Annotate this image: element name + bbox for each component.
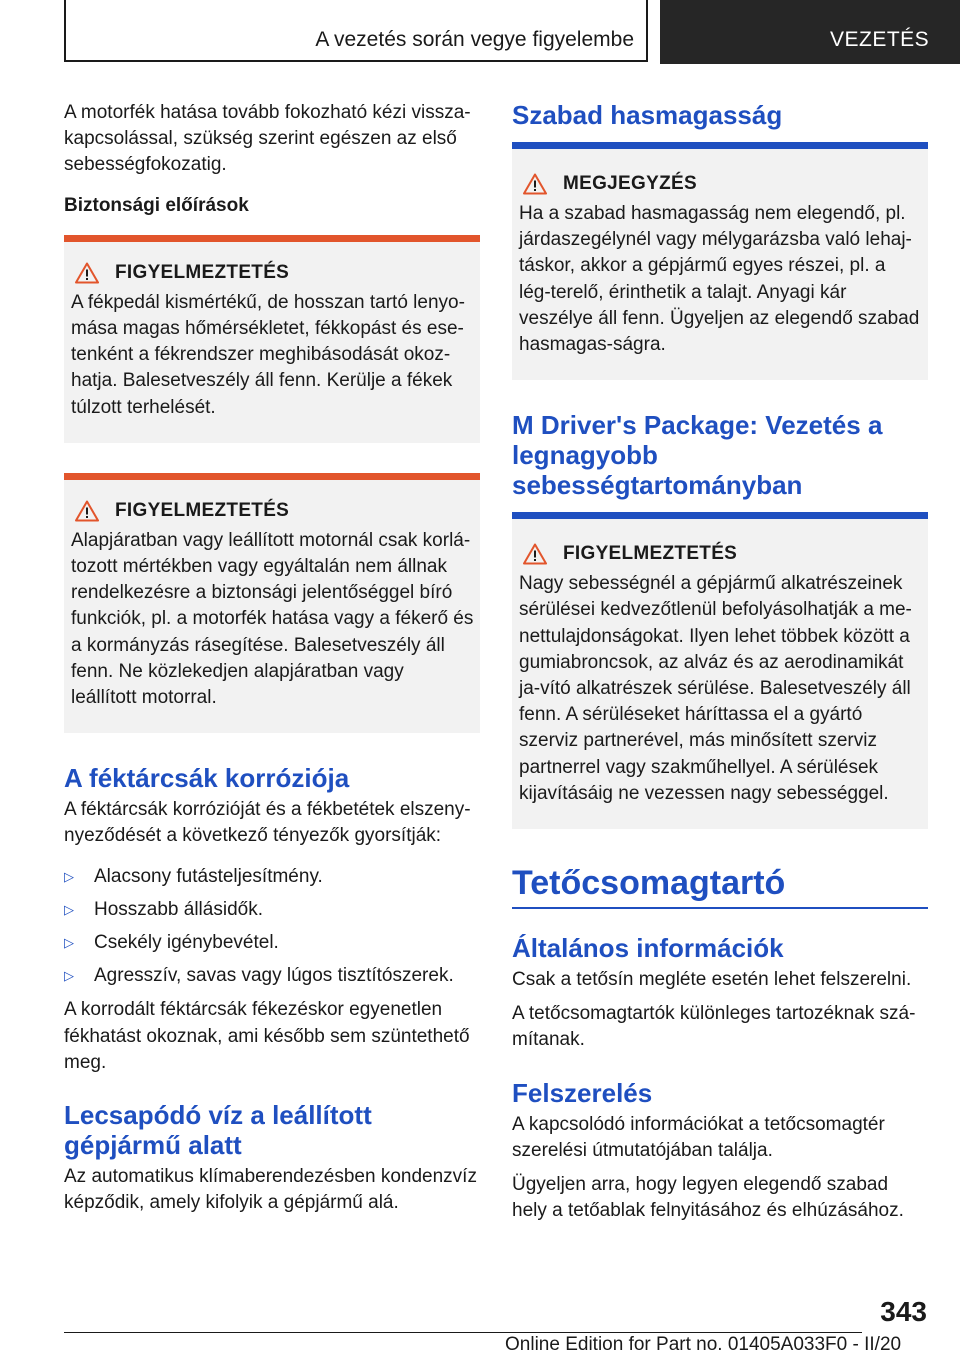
intro-paragraph: A motorfék hatása tovább fokozható kézi vissza-kapcsolással, szükség szerint egészen az első sebességfokozatig. xyxy=(64,102,471,176)
footer-divider xyxy=(64,1332,862,1333)
mdriver-heading: M Driver's Package: Vezetés a legnagyobb sebességtartományban xyxy=(512,410,928,519)
water-heading: Lecsapódó víz a leállított gépjármű alatt xyxy=(64,1100,372,1161)
warning-box-3 xyxy=(512,519,928,829)
mount-heading: Felszerelés xyxy=(512,1077,653,1108)
corrosion-after-text: A korrodált féktárcsák fékezéskor egyenetlen fékhatást okoznak, ami később sem szüntethető meg. xyxy=(64,999,470,1073)
warning-triangle-icon xyxy=(75,262,99,284)
warning-title: FIGYELMEZTETÉS xyxy=(115,261,290,283)
general-text-1: Csak a tetősín megléte esetén lehet felszerelni. xyxy=(512,969,912,991)
warning-text: A fékpedál kismértékű, de hosszan tartó lenyo-mása magas hőmérsékletet, fékkopást és ese-tenként a fékrendszer meghibásodását okoz-hatja. Balesetveszély áll fenn. Kerülje a fékek túlzott terhelését. xyxy=(71,291,465,418)
general-text-2: A tetőcsomagtartók különleges tartozéknak szá-mítanak. xyxy=(512,1003,916,1051)
safety-heading: Biztonsági előírások xyxy=(64,194,249,216)
corrosion-text: A féktárcsák korrózióját és a fékbetétek elszeny-nyeződését a következő tényezők gyorsítják: xyxy=(64,799,471,847)
corrosion-heading: A féktárcsák korróziója xyxy=(64,763,350,794)
warning-title: FIGYELMEZTETÉS xyxy=(563,543,738,565)
warning-box-2 xyxy=(64,473,480,733)
warning-text: Nagy sebességnél a gépjármű alkatrészeinek sérülései kedvezőtlenül befolyásolhatják a me-nettulajdonságokat. Ilyen lehet többek között a gumiabroncsok, az alváz és az aerodinamikát ja-vító alkatrészek sérülése. Balesetveszély áll fenn. A sérüléseket háríttassa el a gyártó szerviz partnerével, más minősített szerviz partnerrel vagy szakműhellyel. A sérülések kijavításáig ne vezessen nagy sebességgel. xyxy=(519,573,912,804)
chapter-title: VEZETÉS xyxy=(830,28,930,51)
list-item: ▷ Alacsony futásteljesítmény. xyxy=(64,864,480,890)
bullet-triangle-icon: ▷ xyxy=(64,968,74,984)
corrosion-list xyxy=(64,864,480,990)
note-text: Ha a szabad hasmagasság nem elegendő, pl. járdaszegélynél vagy mélygarázsba való lehaj-táskor, akkor a gépjármű egyes részei, pl. a lég-terelő, érinthetik a talajt. Anyagi kár veszélye áll fenn. Ügyeljen az elegendő szabad hasmagas-ságra. xyxy=(519,203,920,356)
warning-title: FIGYELMEZTETÉS xyxy=(115,499,290,521)
list-item: ▷ Hosszabb állásidők. xyxy=(64,897,480,923)
right-column xyxy=(512,100,928,1238)
warning-text: Alapjáratban vagy leállított motornál csak korlá-tozott mértékben vagy egyáltalán nem állnak rendelkezésre a biztonsági jelentőséggel bíró funkciók, pl. a motorfék hatása vagy a fékerő és a kormányzás rásegítése. Balesetveszély áll fenn. Ne közlekedjen alapjáratban vagy leállított motorral. xyxy=(71,529,474,709)
footer-edition: Online Edition for Part no. 01405A033F0 - II/20 xyxy=(505,1334,902,1355)
warning-triangle-icon xyxy=(75,500,99,522)
note-title: MEGJEGYZÉS xyxy=(563,173,697,194)
bullet-triangle-icon: ▷ xyxy=(64,868,74,884)
section-title-box xyxy=(64,0,648,62)
bullet-triangle-icon: ▷ xyxy=(64,935,74,951)
list-item: ▷ Csekély igénybevétel. xyxy=(64,930,480,956)
roof-heading: Tetőcsomagtartó xyxy=(512,863,928,909)
page-number: 343 xyxy=(880,1296,927,1327)
warning-triangle-icon xyxy=(523,543,547,565)
water-text: Az automatikus klímaberendezésben kondenzvíz képződik, amely kifolyik a gépjármű alá. xyxy=(64,1166,477,1214)
general-heading: Általános információk xyxy=(512,933,784,964)
bullet-triangle-icon: ▷ xyxy=(64,901,74,917)
section-title: A vezetés során vegye figyelembe xyxy=(315,28,634,51)
mount-text-2: Ügyeljen arra, hogy legyen elegendő szabad hely a tetőablak felnyitásához és elhúzásához. xyxy=(512,1174,904,1222)
list-item: ▷ Agresszív, savas vagy lúgos tisztítószerek. xyxy=(64,963,480,989)
note-box xyxy=(512,149,928,380)
chapter-tab xyxy=(660,0,960,64)
mount-text-1: A kapcsolódó információkat a tetőcsomagtér szerelési útmutatójában találja. xyxy=(512,1113,885,1161)
warning-triangle-icon xyxy=(523,173,547,195)
page-header xyxy=(0,0,960,64)
clearance-heading: Szabad hasmagasság xyxy=(512,100,928,149)
warning-box-1 xyxy=(64,235,480,443)
left-column xyxy=(64,100,480,1230)
